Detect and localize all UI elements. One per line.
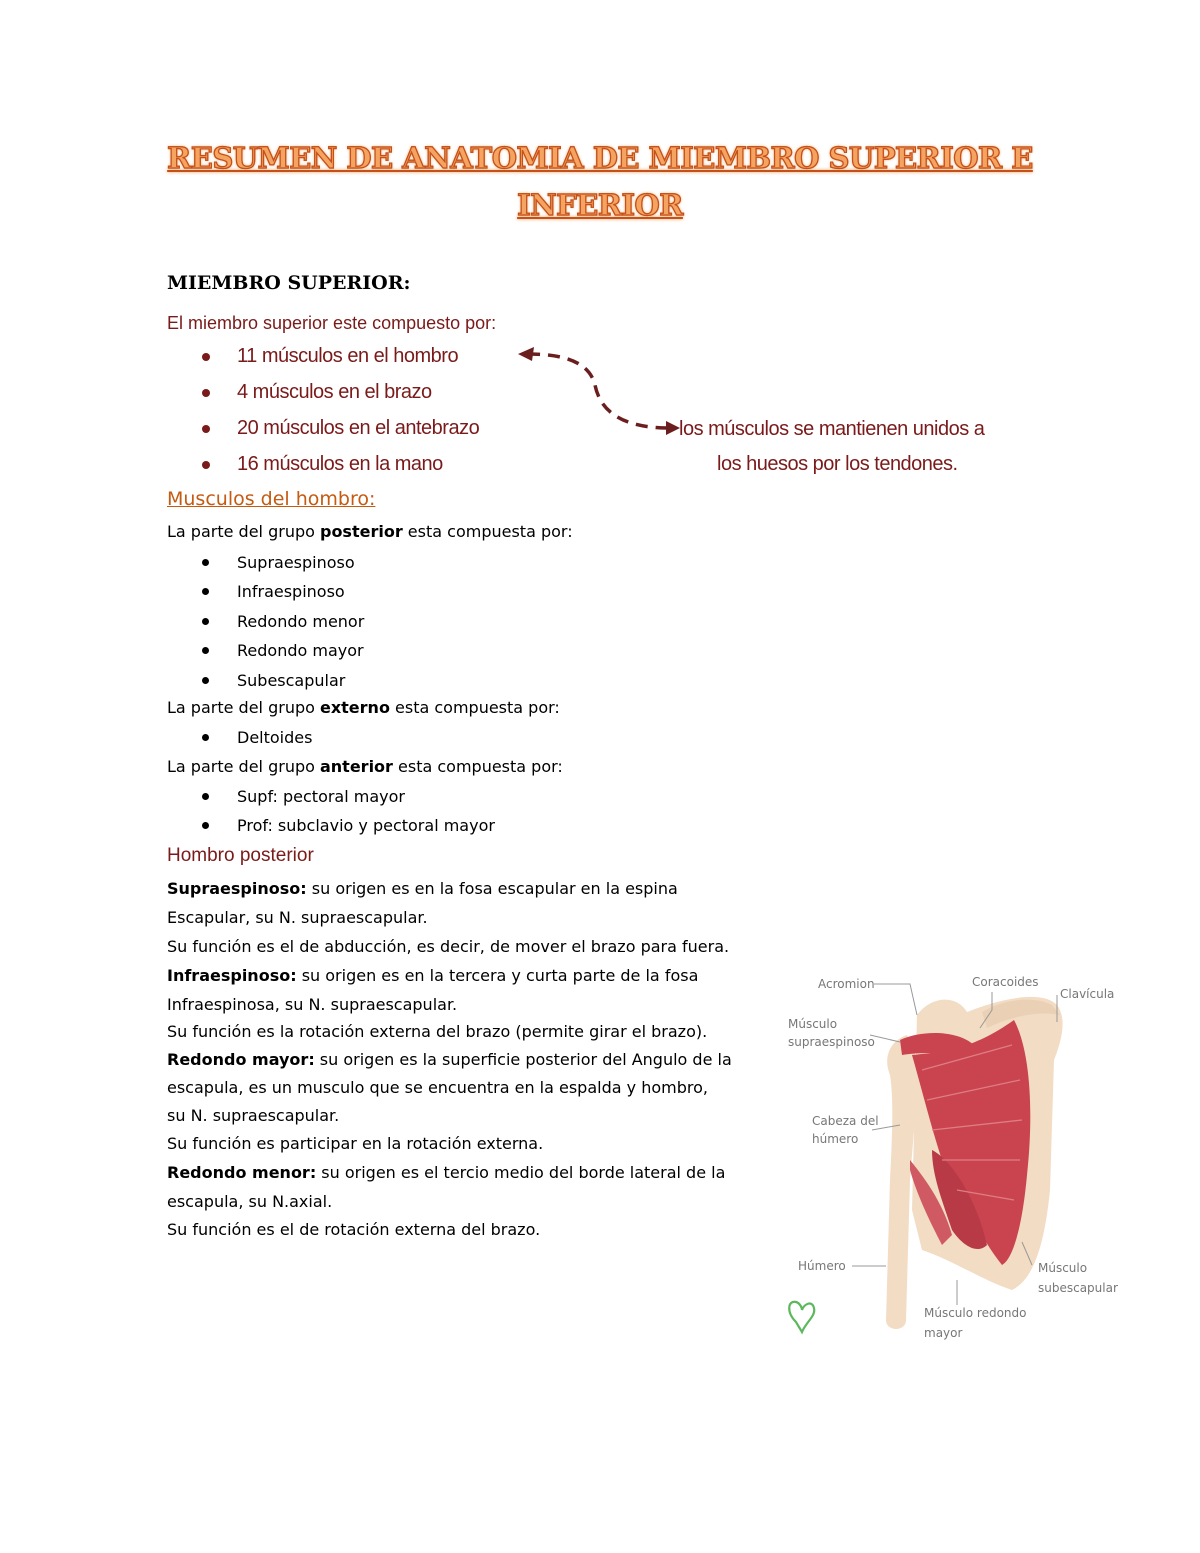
figure-label-acromion: Acromion — [818, 977, 875, 991]
paragraph-line: Redondo mayor: su origen es la superficie posterior del Angulo de la — [167, 1050, 732, 1069]
paragraph-line: Supraespinoso: su origen es en la fosa escapular en la espina — [167, 879, 678, 898]
list-item: Redondo menor — [167, 607, 364, 636]
paragraph-line: Infraespinosa, su N. supraescapular. — [167, 995, 458, 1014]
paragraph-line: Su función es la rotación externa del brazo (permite girar el brazo). — [167, 1022, 708, 1041]
externo-group-intro: La parte del grupo externo esta compuesta por: — [167, 698, 560, 717]
figure-label-humero: Húmero — [798, 1259, 846, 1273]
list-item: 4 músculos en el brazo — [167, 377, 479, 413]
paragraph-line: escapula, su N.axial. — [167, 1192, 333, 1211]
anterior-group-intro: La parte del grupo anterior esta compuesta por: — [167, 757, 563, 776]
posterior-group-list — [167, 548, 364, 695]
list-item: Redondo mayor — [167, 636, 364, 665]
posterior-group-intro: La parte del grupo posterior esta compuesta por: — [167, 522, 573, 541]
figure-label-subescapular-1: Músculo — [1038, 1261, 1088, 1275]
figure-label-supraespinoso-2: supraespinoso — [788, 1035, 875, 1049]
list-item: Supf: pectoral mayor — [167, 782, 495, 811]
figure-label-cabeza-2: húmero — [812, 1132, 859, 1146]
figure-label-supraespinoso-1: Músculo — [788, 1017, 838, 1031]
list-item: Infraespinoso — [167, 577, 364, 606]
list-item: Subescapular — [167, 666, 364, 695]
list-item: 16 músculos en la mano — [167, 449, 479, 485]
list-item: 11 músculos en el hombro — [167, 341, 479, 377]
anterior-group-list — [167, 782, 495, 841]
figure-label-redondo-2: mayor — [924, 1326, 963, 1340]
section-heading: MIEMBRO SUPERIOR: — [167, 272, 411, 294]
posterior-shoulder-heading: Hombro posterior — [167, 845, 314, 866]
paragraph-line: su N. supraescapular. — [167, 1106, 340, 1125]
paragraph-line: Redondo menor: su origen es el tercio medio del borde lateral de la — [167, 1163, 726, 1182]
document-title-line-2: INFERIOR — [517, 188, 683, 222]
paragraph-line: Infraespinoso: su origen es en la tercera y curta parte de la fosa — [167, 966, 699, 985]
shoulder-anatomy-figure — [782, 960, 1122, 1350]
paragraph-line: Escapular, su N. supraescapular. — [167, 908, 428, 927]
side-note-line-1: los músculos se mantienen unidos a — [679, 418, 985, 440]
figure-label-subescapular-2: subescapular — [1038, 1281, 1118, 1295]
externo-group-list — [167, 723, 312, 752]
muscle-count-list — [167, 341, 479, 485]
paragraph-line: escapula, es un musculo que se encuentra en la espalda y hombro, — [167, 1078, 708, 1097]
list-item: 20 músculos en el antebrazo — [167, 413, 479, 449]
list-item: Prof: subclavio y pectoral mayor — [167, 811, 495, 840]
figure-label-redondo-1: Músculo redondo — [924, 1306, 1027, 1320]
intro-text: El miembro superior este compuesto por: — [167, 313, 497, 333]
list-item: Deltoides — [167, 723, 312, 752]
figure-label-clavicula: Clavícula — [1060, 987, 1115, 1001]
paragraph-line: Su función es el de rotación externa del brazo. — [167, 1220, 541, 1239]
shoulder-muscles-heading: Musculos del hombro: — [167, 488, 376, 510]
document-title-line-1: RESUMEN DE ANATOMIA DE MIEMBRO SUPERIOR E — [167, 141, 1033, 175]
paragraph-line: Su función es el de abducción, es decir, de mover el brazo para fuera. — [167, 937, 730, 956]
list-item: Supraespinoso — [167, 548, 364, 577]
paragraph-line: Su función es participar en la rotación externa. — [167, 1134, 544, 1153]
heart-logo-icon — [789, 1302, 814, 1332]
figure-label-cabeza-1: Cabeza del — [812, 1114, 879, 1128]
figure-label-coracoides: Coracoides — [972, 975, 1039, 989]
side-note-line-2: los huesos por los tendones. — [717, 453, 958, 475]
dashed-arrow — [510, 340, 685, 440]
